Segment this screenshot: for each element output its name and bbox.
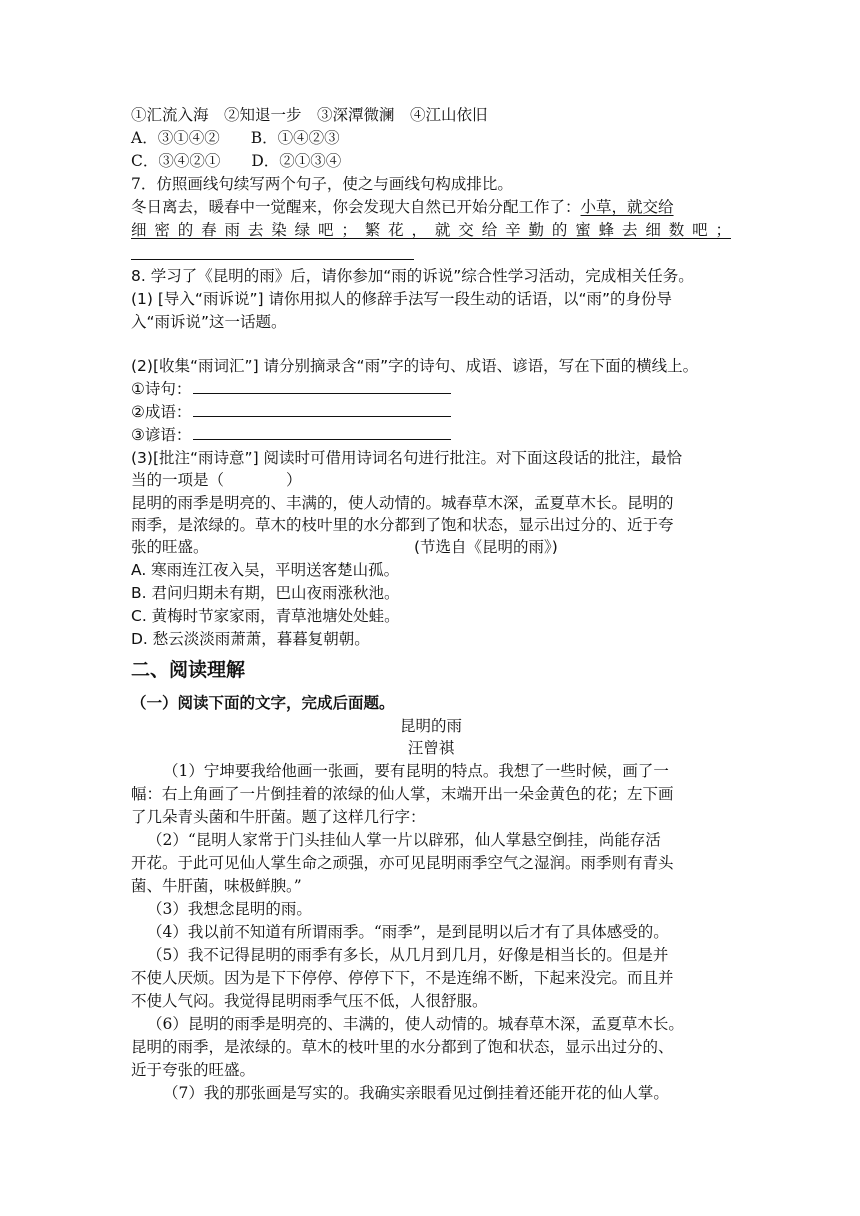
para5-line1: （5）我不记得昆明的雨季有多长，从几月到几月，好像是相当长的。但是并 [147, 946, 669, 964]
para7: （7）我的那张画是写实的。我确实亲眼看见过倒挂着还能开花的仙人掌。 [163, 1084, 669, 1102]
q7-stem: 7．仿照画线句续写两个句子，使之与画线句构成排比。 [131, 175, 513, 193]
q6-choices-cd: C．③④②① D．②①③④ [131, 152, 342, 170]
para6-line2: 昆明的雨季，是浓绿的。草木的枝叶里的水分都到了饱和状态，显示出过分的、 [131, 1038, 674, 1056]
section-heading: 二、阅读理解 [131, 659, 246, 681]
poem-answer-blank[interactable] [193, 378, 451, 394]
q6-options: ①汇流入海 ②知退一步 ③深潭微澜 ④江山依旧 [131, 106, 488, 124]
q8-idiom-row [131, 401, 731, 423]
q8-passage-source: (节选自《昆明的雨》) [414, 538, 558, 556]
idiom-answer-blank[interactable] [193, 401, 451, 417]
para2-line1: （2）“昆明人家常于门头挂仙人掌一片以辟邪，仙人掌悬空倒挂，尚能存活 [147, 831, 661, 849]
q8-sub1-line2: 入“雨诉说”这一话题。 [131, 313, 287, 331]
q8-option-b: B. 君问归期未有期，巴山夜雨涨秋池。 [131, 584, 400, 602]
q7-line1-prefix: 冬日离去，暖春中一觉醒来，你会发现大自然已开始分配工作了： [131, 198, 581, 216]
para5-line3: 不使人气闷。我觉得昆明雨季气压不低，人很舒服。 [131, 992, 488, 1010]
q8-passage-line1: 昆明的雨季是明亮的、丰满的，使人动情的。城春草木深，孟夏草木长。昆明的 [131, 494, 674, 512]
para2-line3: 菌、牛肝菌，味极鲜腴。” [131, 877, 302, 895]
q8-sub3-line2: 当的一项是（ ） [131, 471, 302, 489]
section-subheading: （一）阅读下面的文字，完成后面题。 [131, 694, 395, 712]
para6-line1: （6）昆明的雨季是明亮的、丰满的，使人动情的。城春草木深，孟夏草木长。 [147, 1015, 684, 1033]
para5-line2: 不使人厌烦。因为是下下停停、停停下下，不是连绵不断，下起来没完。而且并 [131, 969, 674, 987]
q8-sub2-stem: (2)[收集“雨词汇”] 请分别摘录含“雨”字的诗句、成语、谚语，写在下面的横线上。 [131, 357, 699, 375]
q8-stem: 8. 学习了《昆明的雨》后，请你参加“雨的诉说”综合性学习活动，完成相关任务。 [131, 267, 694, 285]
para1-line1: （1）宁坤要我给他画一张画，要有昆明的特点。我想了一些时候，画了一 [163, 762, 669, 780]
q8-proverb-row [131, 424, 731, 446]
q8-idiom-label: ②成语： [131, 403, 192, 421]
para1-line2: 幅：右上角画了一片倒挂着的浓绿的仙人掌，末端开出一朵金黄色的花；左下画 [131, 785, 674, 803]
q8-proverb-label: ③谚语： [131, 426, 192, 444]
q8-passage-line3 [131, 536, 731, 558]
q8-sub1-line1: (1) [导入“雨诉说”] 请你用拟人的修辞手法写一段生动的话语，以“雨”的身份导 [131, 290, 673, 308]
article-author: 汪曾祺 [407, 739, 455, 757]
para6-line3: 近于夸张的旺盛。 [131, 1061, 256, 1079]
q7-underlined-start: 小草，就交给 [580, 198, 674, 216]
proverb-answer-blank[interactable] [193, 424, 451, 440]
q8-passage-line2: 雨季，是浓绿的。草木的枝叶里的水分都到了饱和状态，显示出过分的、近于夸 [131, 516, 674, 534]
para4: （4）我以前不知道有所谓雨季。“雨季”，是到昆明以后才有了具体感受的。 [147, 923, 669, 941]
para1-line3: 了几朵青头菌和牛肝菌。题了这样几行字： [131, 808, 426, 826]
q8-passage-end: 张的旺盛。 [131, 538, 209, 556]
q8-option-d: D. 愁云淡淡雨萧萧，暮暮复朝朝。 [131, 630, 370, 648]
q8-poem-label: ①诗句： [131, 380, 192, 398]
q8-option-a: A. 寒雨连江夜入吴，平明送客楚山孤。 [131, 561, 400, 579]
q8-sub3-line1: (3)[批注“雨诗意”] 阅读时可借用诗词名句进行批注。对下面这段话的批注，最恰 [131, 449, 683, 467]
para3: （3）我想念昆明的雨。 [147, 900, 312, 918]
q7-line1 [131, 196, 731, 218]
q6-choices-ab: A．③①④② B．①④②③ [131, 129, 340, 147]
q8-option-c: C. 黄梅时节家家雨，青草池塘处处蛙。 [131, 607, 400, 625]
q7-answer-line[interactable] [131, 259, 414, 260]
article-title: 昆明的雨 [399, 717, 462, 735]
q7-underlined-sentence: 细密的春雨去染绿吧；繁花，就交给辛勤的蜜蜂去细数吧； [131, 221, 731, 239]
q8-poem-row [131, 378, 731, 400]
para2-line2: 开花。于此可见仙人掌生命之顽强，亦可见昆明雨季空气之湿润。雨季则有青头 [131, 854, 674, 872]
